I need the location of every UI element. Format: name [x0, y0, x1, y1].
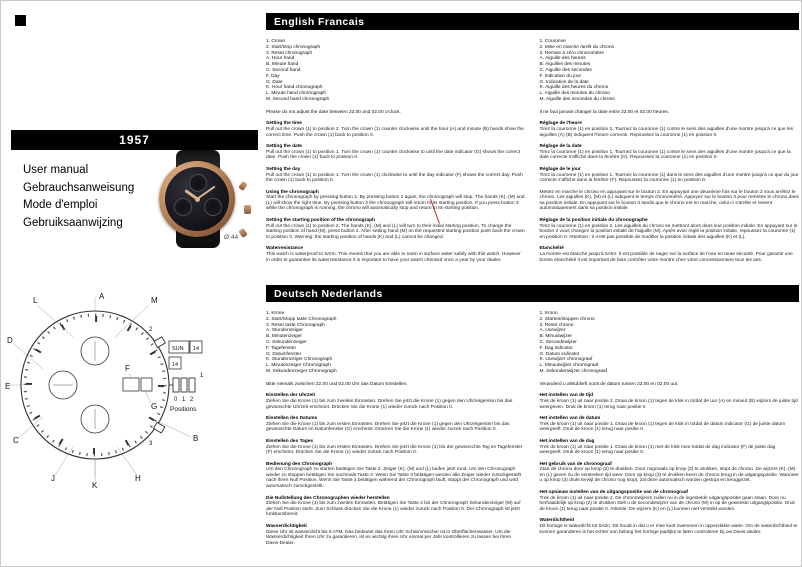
date-warning-note: Il ne faut jamais changer la date entre 22.00 et 02.00 heures. — [539, 109, 670, 115]
instruction-block — [540, 416, 800, 433]
legend-item: 3. Reset chronograph — [266, 50, 313, 56]
crown — [244, 205, 251, 214]
block-heading: Setting the date — [266, 144, 302, 150]
diagram-label-C: C — [13, 436, 19, 445]
diagram-label-F: F — [125, 364, 130, 373]
diagram-label-G: G — [151, 402, 158, 411]
block-heading: Réglage de la position initiale du chronographe — [539, 218, 648, 224]
legend-item: L. Minute hand chronograph — [266, 91, 327, 97]
instruction-block — [540, 393, 800, 410]
block-body: Pull out the crown (1) to position 2. The hands (K), (M) and (L) will turn to their initial starting position. To change the starting position of hand (M), press button 2. After setting hand (M) on the requested starting position push back the crown to position 0. Warning: the starting position of hands (K) and (L) cannot be changed. — [266, 223, 525, 240]
section-english-francais — [266, 13, 799, 263]
instruction-block — [266, 524, 526, 546]
legend-item: 2. Starten/stoppen chrono — [539, 316, 595, 322]
legend-item: K. Aiguille des heures du chrono — [539, 85, 609, 91]
block-body: Ziehen Sie die Krone (1) bis zum ersten Einrasten. Drehen Sie jetzt die Krone (1) bis der gewünschte Tag im Tagefenster (F) erscheint. Drücken Sie die Krone (1) wieder zurück nach Position 0. — [266, 444, 523, 456]
block-heading: Waterdichtheid — [539, 518, 574, 524]
instruction-block — [266, 246, 526, 263]
instruction-block — [266, 144, 526, 161]
block-body: Trek de kroon (1) uit naar positie 2. De chronowijzers zullen nu in de ingestelde uitgangspositie gaan staan. Door nu herhaaldelijk op knop (2) te drukken stelt u de secondewijzer van de chrono (M) in op de gewenste uitgangspositie. Druk de kroon (1) terug naar positie 0. Attentie: De wijzers (K) en (L) kunnen niet versteld worden. — [539, 495, 795, 512]
legend-item: 1. Kroon — [539, 311, 558, 316]
day-date-aperture — [123, 378, 152, 391]
instruction-block — [266, 121, 526, 138]
legend-item: B. Aiguilles des minutes — [539, 62, 591, 68]
legend-item: M. Second hand chronograph — [266, 96, 330, 102]
diagram-label-K: K — [92, 481, 98, 489]
block-heading: Wasserdichtigkeit — [266, 524, 307, 530]
legend-item: G. Datumfenster — [266, 351, 302, 357]
instruction-block — [540, 167, 800, 184]
position-2: 2 — [190, 397, 194, 403]
block-body: Tirez la couronne (1) en position 1. Tournez la couronne (1) contre le sens des aiguilles d'une montre jusqu'à ce que la date correcte s'affiche dans la fenêtre (G). Repoussez la couronne (1) en position 0. — [539, 149, 791, 161]
block-heading: Réglage de l'heure — [539, 121, 582, 127]
subdial-right — [204, 198, 222, 216]
instruction-block — [540, 144, 800, 161]
block-heading: Het gebruik van de chronograaf — [539, 461, 612, 467]
watch-diagram — [3, 289, 253, 489]
subdial-top — [189, 174, 207, 192]
diagram-label-D: D — [7, 336, 13, 345]
block-body: Ziehen Sie die Krone (1) bis zum zweiten Einrasten. Drehen Sie jetzt die Krone (1) gegen den Uhrzeigersinn bis das gewünschte Uhrzeit erscheint. Drücken Sie die Krone (1) wieder zurück nach Position 0. — [266, 398, 513, 410]
block-body: Pull out the crown (1) to position 1. Turn the crown (1) counter clockwise to until the date indicator (G) shows the correct date. Push the crown (1) back to position 0. — [266, 149, 521, 161]
diagram-label-J: J — [51, 474, 55, 483]
watch-dial — [165, 167, 229, 231]
legend-item: 3. Reset chrono — [539, 322, 574, 328]
legend-english — [266, 39, 526, 103]
pusher-bottom — [238, 228, 248, 238]
instruction-block — [266, 439, 526, 456]
block-body: Trek de kroon (1) uit naar positie 1. Draai de kroon (1) tegen de klok in totdat de datum indicator (G) de juiste datum weergeeft. Druk de kroon (1) terug naar positie 0. — [539, 421, 786, 433]
block-body: Pull out the crown (1) to position 1. Turn the crown (1) clockwise to until the day indicator (F) shows the correct day. Push the crown (1) back to position 0. — [266, 172, 523, 184]
corner-mark — [15, 15, 26, 26]
block-body: Trek de kroon (1) uit naar positie 1. Draai de kroon (1) met de klok mee totdat de dag indicator (F) de juiste dag weergeeft. Druk de kroon (1) terug naar positie 0. — [539, 444, 776, 456]
block-heading: Einstellen der Uhrzeit — [266, 393, 316, 399]
block-heading: Setting the starting position of the chronograph — [266, 218, 375, 224]
legend-item: L. Minuutwijzer chronograaf — [539, 363, 599, 369]
block-heading: Het instellen van de datum — [539, 416, 601, 422]
instruction-block — [266, 393, 526, 410]
legend-item: C. Secondewijzer — [539, 339, 577, 345]
model-banner — [11, 130, 258, 150]
legend-item: L. Aiguille des minutes du chrono — [539, 91, 610, 97]
instruction-block — [266, 218, 526, 240]
legend-item: F. Day — [266, 73, 280, 79]
legend-item: 2. Mise en marche /arrêt du chrono — [539, 44, 615, 50]
instruction-block — [266, 167, 526, 184]
legend-item: G. Indication de la date — [539, 79, 589, 85]
block-heading: Het instellen van de dag — [539, 438, 595, 444]
instruction-block — [266, 190, 526, 212]
legend-item: K. Hour hand chronograph — [266, 85, 323, 91]
block-heading: Het instellen van de tijd — [539, 393, 594, 399]
legend-item: C. Sekundenzeiger — [266, 339, 307, 345]
instruction-block — [540, 490, 800, 512]
column-french — [540, 39, 800, 263]
block-body: Trek de kroon (1) uit naar positie 2. Draai de kroon (1) tegen de klok in totdat de uur (A) en minuut (B) wijzers de juiste tijd weergeven. Druk de kroon (1) terug naar positie 0. — [539, 398, 798, 410]
legend-german — [266, 311, 526, 375]
legend-item: 3. Remise à zéro chronomètre — [539, 50, 605, 56]
block-body: Um den Chronograph zu starten betätigen Sie Taste 2. Zeiger (K), (M) und (L) laufen jetzt rund. Um den Chronograph wieder zu stoppen betätigen Sie nochmals Taste 2. Wenn Sie Taste 3 betätigen werden alle Zeiger wieder zurückgestellt nach ihren Null Position. Wenn Sie Taste 3 betätigen während der Chronograph läuft, stoppt der Chronograph und wird automatisch zurückgestellt. — [266, 467, 521, 490]
date-warning-note: Please do not adjust the date between 22.00 and 02.00 o'clock. — [266, 109, 401, 115]
block-body: Ziehen Sie die Krone (1) bis zum ersten Einrasten. Drehen Sie jetzt die Krone (1) gegen den Uhrzeigersinn bis das gewünschte Datum im Datumfenster (G) erscheint. Drücken Sie die Krone (1) wieder zurück nach Position 0. — [266, 421, 510, 433]
instruction-block — [540, 518, 800, 535]
legend-item: C. Second hand — [266, 67, 301, 73]
block-heading: Einstellen des Tages — [266, 438, 314, 444]
title-french: Mode d'emploi — [23, 199, 98, 211]
block-body: Start the chronograph by pressing button 2. By pressing button 2 again, the chronograph will stop. The hands (K), (M) and (L) will show the right time. By pressing button 3 the chronograph will return to its starting position. If you press button 3 while the chronograph is running, the chrono will automatically stop and return to its starting position. — [266, 195, 525, 212]
legend-item: K. Stundenzeiger Chronograph — [266, 357, 333, 363]
title-english: User manual — [23, 164, 89, 176]
position-0: 0 — [174, 397, 178, 403]
date-warning-note: Bitte niemals zwischen 22.00 und 02.00 Uhr das Datum Einstellen. — [266, 381, 408, 387]
section-deutsch-nederlands — [266, 285, 799, 546]
diagram-label-H: H — [135, 474, 141, 483]
diagram-label-L: L — [33, 296, 38, 305]
block-heading: Réglage de le jour — [539, 166, 581, 172]
block-heading: Einstellen des Datums — [266, 416, 318, 422]
center-cap — [195, 197, 200, 202]
title-dutch: Gebruiksaanwijzing — [23, 216, 123, 229]
legend-french — [540, 39, 800, 103]
instruction-block — [540, 439, 800, 456]
legend-dutch — [540, 311, 800, 375]
legend-item: C. Aiguille des secondes — [539, 67, 592, 73]
block-heading: Setting the day — [266, 166, 301, 172]
legend-item: F. Dag indicator — [539, 345, 573, 351]
instruction-block — [266, 462, 526, 490]
diagram-number-crown: 1 — [200, 373, 204, 379]
watch-case — [159, 161, 235, 237]
column-dutch — [540, 311, 800, 546]
block-body: La montre est étanche jusqu'à 5Atm. Il est possible de nager sur la surface de l'eau en toute sécurité. Pour garantir une bonne étanchéité il est important de faire contrôler votre montre chez votre concessionnaire tous les ans. — [539, 252, 793, 263]
pusher-top — [238, 181, 248, 191]
legend-item: A. Aiguille des heures — [539, 56, 586, 62]
legend-item: M. Sekondenwijzer chronograaf — [539, 368, 607, 374]
legend-item: G. Datum indicator — [539, 351, 580, 357]
day-window-text: SUN — [172, 346, 184, 352]
position-1: 1 — [182, 397, 186, 403]
legend-item: M. Aiguille des secondes du chrono — [539, 96, 615, 102]
block-body: Start de chrono door op knop (2) te drukken. Door nogmaals op knop (2) te drukken, stopt de chrono. De wijzers (K), (M) en (L) geven nu de verstreken tijd weer. Door op knop (3) te drukken keert de chrono terug in de uitgangspositie. Wanneer u op knop (3) drukt terwijl de chrono nog loopt, zal deze automatisch worden gestopt en teruggezet. — [539, 467, 799, 484]
date-window-text: 14 — [193, 346, 200, 352]
legend-item: A. Hour hand — [266, 56, 295, 62]
block-body: Tirez la couronne (1) en position 1. Tournez la couronne (1) dans le sens des aiguilles d'une montre jusqu'à ce que du jour correcte s'affiche dans la fenêtre (F). Repoussez la couronne (1) en position 0. — [539, 172, 799, 184]
legend-item: G. Date — [266, 79, 283, 85]
positions-label: Positions — [170, 406, 197, 413]
legend-item: 1. Krone — [266, 311, 285, 316]
diagram-number-top-pusher: 2 — [149, 327, 153, 333]
block-body: Dit horloge is waterdicht tot 5Atm. Dit houdt in dat u er mee kunt zwemmen in oppervlakte water. Om de waterdichtheid te kunnen garanderen is het echter van belang het horloge jaarlijks te laten controleren bij uw Davis-dealer. — [539, 524, 798, 535]
block-heading: Réglage de la date — [539, 144, 582, 150]
legend-item: 1. Couronne — [539, 39, 566, 44]
diagram-label-B: B — [193, 434, 199, 443]
legend-item: 2. Start/stop chronograph — [266, 44, 321, 50]
title-german: Gebrauchsanweisung — [23, 181, 135, 194]
legend-item: 3. Reset taste Chronograph — [266, 322, 325, 328]
legend-item: B. Minutenzeiger — [266, 334, 302, 340]
instruction-block — [540, 246, 800, 263]
manual-titles — [23, 162, 134, 232]
block-heading: Etanchéité — [539, 246, 564, 252]
column-english — [266, 39, 526, 263]
legend-item: K. Uurwijzer chronograaf — [539, 357, 593, 363]
legend-item: F. Indication du jour — [539, 73, 582, 79]
legend-item: B. Minute hand — [266, 62, 299, 68]
instruction-block — [540, 121, 800, 138]
block-body: Diese Uhr ist wasserdicht bis 5 ATM. Das bedeutet das Ihren Uhr Schwimmsicher ist in Oberflächenwasser. Um die Wasserdichtigkeit Ihren Uhr zu garantieren, ist es wichtig ihren Uhr einmal per Jahr kontrollieren zu lassen bei Ihren Davis-Dealer. — [266, 529, 512, 546]
diagram-number-bottom-pusher: 3 — [149, 441, 153, 447]
block-body: Pull out the crown (1) to position 2. Turn the crown (1) counter clockwise until the hour (A) and minute (B) hands show the correct time. Push the crown (1) back to position 0. — [266, 126, 524, 138]
block-body: This watch is waterproof to 5Atm. This means that you are able to swim in surface water safely with this watch. However in order to guarantee its waterresistance it is important to have your watch checked once a year by your dealer. — [266, 252, 521, 263]
legend-item: B. Minuutwijzer — [539, 334, 573, 340]
date-warning-note: Veranderd u alstublieft nooit de datum tussen 22.00 en 02.00 uur. — [539, 381, 679, 387]
instruction-block — [540, 218, 800, 240]
legend-item: L. Minutenzeiger Chronograph — [266, 363, 331, 369]
block-heading: Die Nullstellung des Chronographen wieder herstellen — [266, 495, 390, 501]
block-heading: Het opnieuw instellen van de uitgangspositie van de chronograaf — [539, 490, 688, 496]
section-title: Deutsch Nederlands — [274, 287, 383, 300]
diagram-label-M: M — [151, 296, 158, 305]
date-window-small-text: 14 — [172, 362, 179, 368]
block-body: Mettez en marche le chrono en appuyant sur le bouton 2. En appuyant une deuxième fois sur le bouton 2 vous arrêtez le chrono. Les aiguilles (K), (M) et (L) indiquent le temps chronométré. Appuyez sur le bouton 3 pour remettre le chrono dans sa position initiale. En appuyant sur le bouton 3 tandis que le chrono est en marche, celui-ci s'arrête et revient automatiquement dans sa position initiale. — [539, 189, 799, 212]
instruction-block — [540, 190, 800, 212]
crown-positions — [169, 378, 195, 392]
instruction-block — [266, 416, 526, 433]
legend-item: A. Stundenzeiger — [266, 328, 303, 334]
section-title: English Francais — [274, 15, 365, 28]
diagram-label-E: E — [5, 382, 11, 391]
section-header-bar — [266, 13, 799, 30]
block-body: Tirez la couronne (1) en position 2. Les aiguilles du chrono se mettront alors dans leur position initiale. En appuyant sur le bouton 2 vous changez la position initiale de l'aiguille (M). Après avoir réglé la position initiale, repoussez la couronne (1) en position 0. Attention : il n'est pas possible de modifier la position initiale des aiguilles (K) et (L). — [539, 223, 798, 240]
legend-item: F. Tagefenster — [266, 345, 297, 351]
block-heading: Bedienung des Chronograph — [266, 461, 333, 467]
model-name: 1957 — [119, 133, 150, 147]
instruction-block — [540, 462, 800, 484]
legend-item: 1. Crown — [266, 39, 286, 44]
diagram-label-A: A — [99, 292, 105, 301]
column-german — [266, 311, 526, 546]
block-heading: Using the chronograph — [266, 189, 319, 195]
section-header-bar — [266, 285, 799, 302]
block-body: Tirez la couronne (1) en position 2. Tournez la couronne (1) contre le sens des aiguilles d'une montre jusqu'à ce que les aiguilles (A) (B) indiquent l'heure correcte. Repoussez la couronne (1) en position 0. — [539, 126, 794, 138]
block-heading: Setting the time — [266, 121, 302, 127]
instruction-block — [266, 496, 526, 518]
case-diameter-label: Ø 44 — [224, 234, 239, 241]
legend-item: M. Sekundenzeiger Chronograph — [266, 368, 337, 374]
legend-item: A. Uurwijzer — [539, 328, 566, 334]
subdial-left — [174, 198, 192, 216]
legend-item: 2. Start/Stopp taste Chronograph — [266, 316, 337, 322]
block-body: Ziehen Sie die Krone (1) bis zum zweiten Einrasten. Betätigen Sie Taste 2 bis der Chronograph Sekundenzeiger (M) auf der Null Position steht. Zum Schluss drücken Sie die Krone (1) wieder zurück nach Position 0. Der Chronograph ist jetzt funktionsbereit. — [266, 501, 521, 518]
block-heading: Waterresistance — [266, 246, 303, 252]
